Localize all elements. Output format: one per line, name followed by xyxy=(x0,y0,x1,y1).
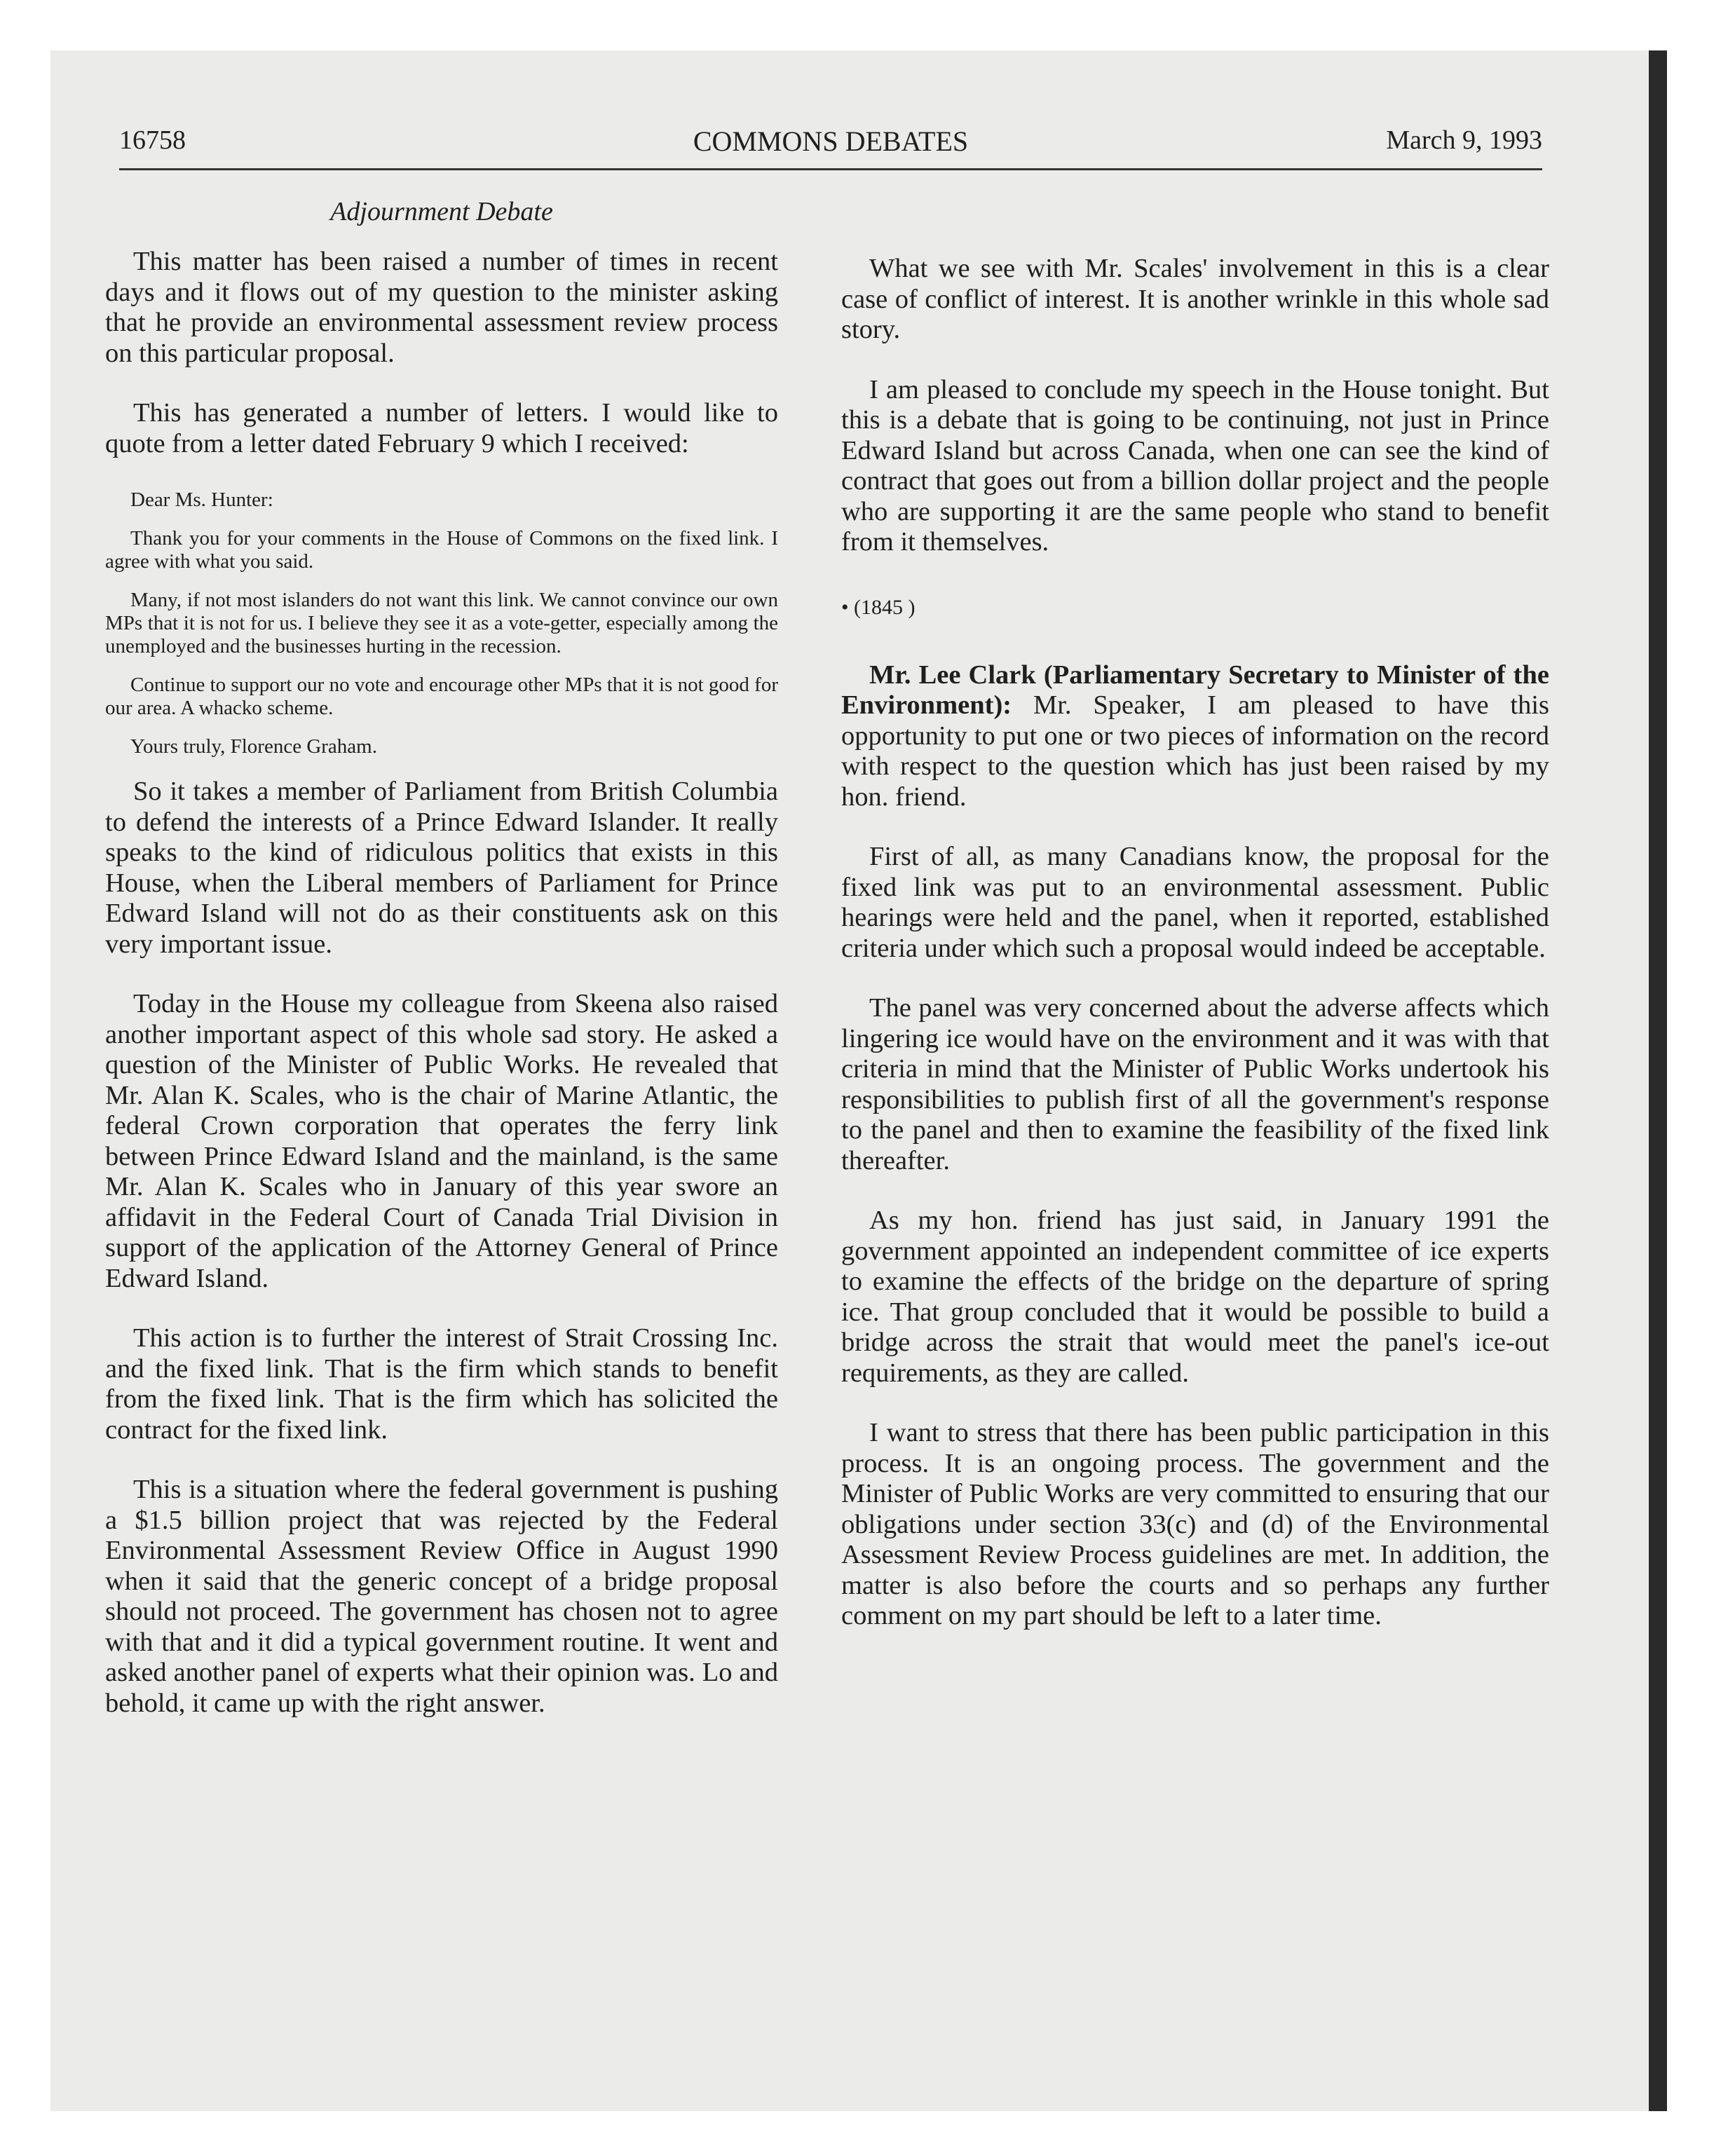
publication-date: March 9, 1993 xyxy=(1386,125,1542,155)
speaker-paragraph xyxy=(841,660,1549,813)
page-header xyxy=(119,125,1542,167)
paragraph: This matter has been raised a number of times in recent days and it flows out of my question to the minister asking that he provide an environmental assessment review process on this particular proposal. xyxy=(105,247,778,368)
paragraph: This is a situation where the federal government is pushing a $1.5 billion project that was rejected by the Federal Environmental Assessment Review Office in August 1990 when it said that the generic concept of a bridge proposal should not proceed. The government has chosen not to agree with that and it did a typical government routine. It went and asked another panel of experts what their opinion was. Lo and behold, it came up with the right answer. xyxy=(105,1475,778,1718)
section-title: Adjournment Debate xyxy=(330,197,553,226)
paragraph: The panel was very concerned about the adverse affects which lingering ice would have on the environment and it was with that criteria in mind that the Minister of Public Works undertook his responsibilities to publish first of all the government's response to the panel and then to examine the feasibility of the fixed link thereafter. xyxy=(841,993,1549,1175)
letter-salutation: Dear Ms. Hunter: xyxy=(130,489,273,511)
paragraph: This has generated a number of letters. I would like to quote from a letter dated February 9 which I received: xyxy=(105,398,778,458)
paragraph: Today in the House my colleague from Skeena also raised another important aspect of this whole sad story. He asked a question of the Minister of Public Works. He revealed that Mr. Alan K. Scales, who is the chair of Marine Atlantic, the federal Crown corporation that operates the ferry link between Prince Edward Island and the mainland, is the same Mr. Alan K. Scales who in January of this year swore an affidavit in the Federal Court of Canada Trial Division in support of the application of the Attorney General of Prince Edward Island. xyxy=(105,989,778,1293)
paragraph: I want to stress that there has been public participation in this process. It is an ongoing process. The government and the Minister of Public Works are very committed to ensuring that our obligations under section 33(c) and (d) of the Environmental Assessment Review Process guidelines are met. In addition, the matter is also before the courts and so perhaps any further comment on my part should be left to a later time. xyxy=(841,1418,1549,1630)
publication-title: COMMONS DEBATES xyxy=(693,125,969,157)
paragraph: What we see with Mr. Scales' involvement in this is a clear case of conflict of interest. It is another wrinkle in this whole sad story. xyxy=(841,254,1549,344)
page-edge-shadow xyxy=(1649,50,1667,2111)
speaker-name: Mr. Lee Clark (Parliamentary Secretary to Minister of the Environment): xyxy=(841,660,1549,720)
time-marker: • (1845 ) xyxy=(841,595,916,619)
page-number: 16758 xyxy=(119,125,186,155)
letter-paragraph: Many, if not most islanders do not want this link. We cannot convince our own MPs that it is not for us. I believe they see it as a vote-getter, especially among the unemployed and the businesses hurting in the recession. xyxy=(105,589,778,657)
letter-paragraph: Continue to support our no vote and encourage other MPs that it is not good for our area. A whacko scheme. xyxy=(105,674,778,719)
speech-text: Mr. Speaker, I am pleased to have this opportunity to put one or two pieces of information on the record with respect to the question which has just been raised by my hon. friend. xyxy=(841,690,1550,812)
paragraph: As my hon. friend has just said, in January 1991 the government appointed an independent committee of ice experts to examine the effects of the bridge on the departure of spring ice. That group concluded that it would be possible to build a bridge across the strait that would meet the panel's ice-out requirements, as they are called. xyxy=(841,1206,1549,1388)
paragraph: This action is to further the interest of Strait Crossing Inc. and the fixed link. That is the firm which stands to benefit from the fixed link. That is the firm which has solicited the contract for the fixed link. xyxy=(105,1323,778,1445)
header-rule xyxy=(119,168,1542,170)
right-column xyxy=(841,254,1549,1661)
quoted-letter xyxy=(105,489,778,758)
paragraph: So it takes a member of Parliament from British Columbia to defend the interests of a Prince Edward Islander. It really speaks to the kind of ridiculous politics that exists in this House, when the Liberal members of Parliament for Prince Edward Island will not do as their constituents ask on this very important issue. xyxy=(105,777,778,959)
letter-closing: Yours truly, Florence Graham. xyxy=(130,735,377,758)
letter-paragraph: Thank you for your comments in the House of Commons on the fixed link. I agree with what you said. xyxy=(105,527,778,573)
paragraph: I am pleased to conclude my speech in the House tonight. But this is a debate that is going to be continuing, not just in Prince Edward Island but across Canada, when one can see the kind of contract that goes out from a billion dollar project and the people who are supporting it are the same people who stand to benefit from it themselves. xyxy=(841,374,1549,557)
paragraph: First of all, as many Canadians know, the proposal for the fixed link was put to an environmental assessment. Public hearings were held and the panel, when it reported, established criteria under which such a proposal would indeed be acceptable. xyxy=(841,842,1549,963)
left-column xyxy=(105,196,778,1748)
